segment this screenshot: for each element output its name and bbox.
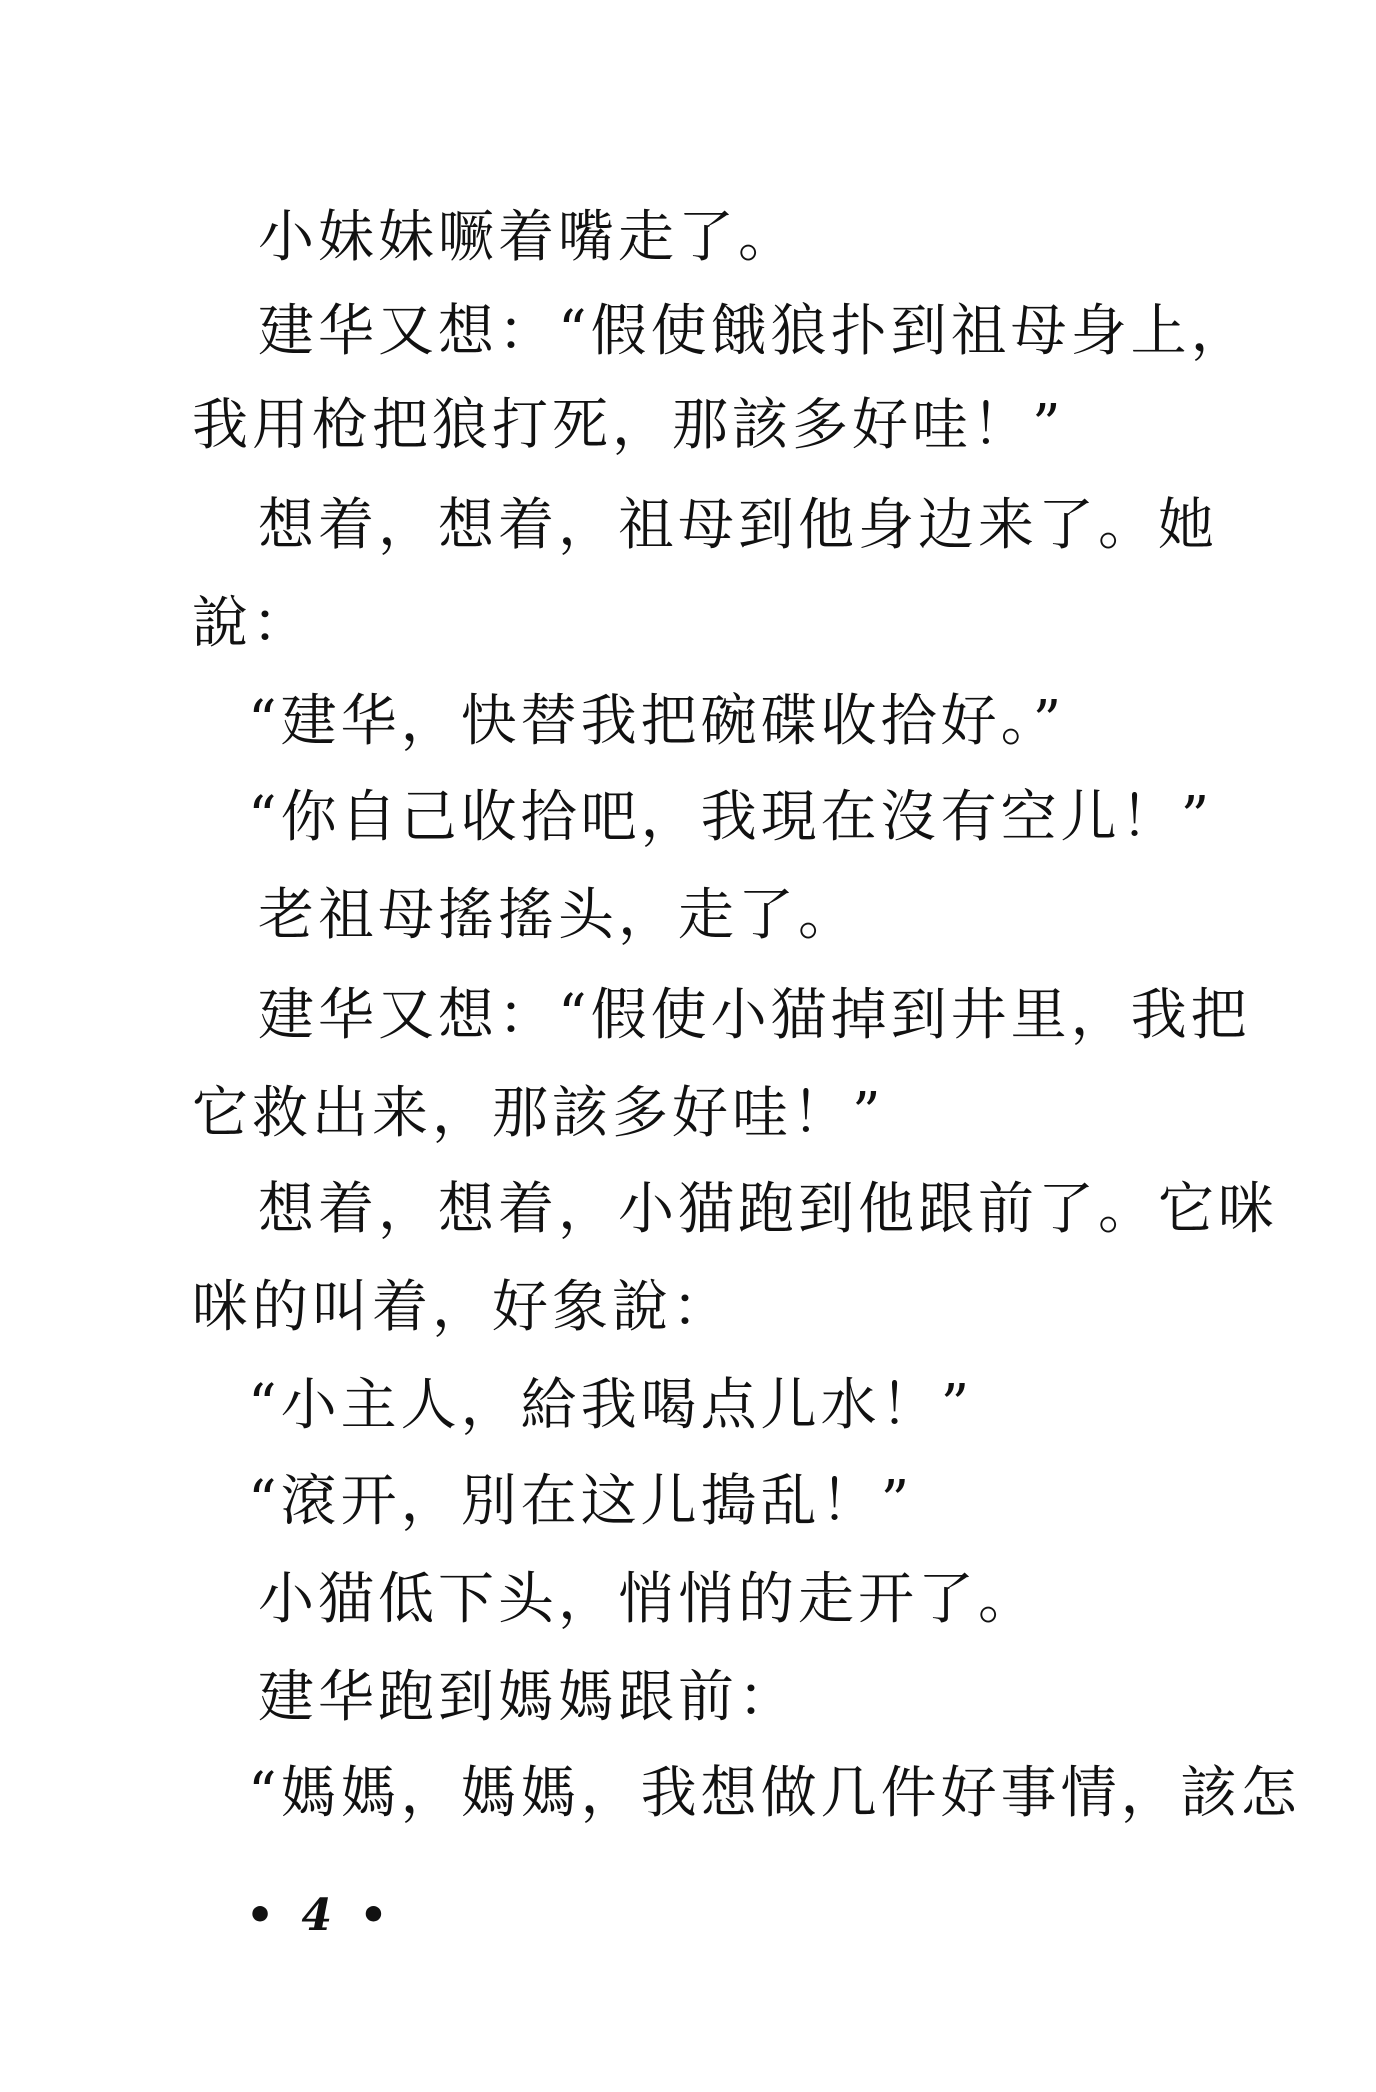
text-line: 想着，想着，祖母到他身边来了。她 [258,493,1218,558]
page-number: • 4 • [246,1890,394,1941]
text-line: 想着，想着，小猫跑到他跟前了。它咪 [258,1177,1278,1242]
text-line: 老祖母搖搖头，走了。 [258,883,858,948]
text-line: “你自己收拾吧，我現在沒有空儿！” [248,785,1214,850]
text-line: 它救出来，那該多好哇！” [192,1081,885,1146]
text-line: 小猫低下头，悄悄的走开了。 [258,1567,1038,1632]
text-line: 建华跑到媽媽跟前： [258,1665,798,1730]
text-line: “媽媽，媽媽，我想做几件好事情，該怎 [248,1761,1301,1826]
text-line: 建华又想：“假使餓狼扑到祖母身上， [258,299,1251,364]
text-line: 建华又想：“假使小猫掉到井里，我把 [258,983,1251,1048]
text-line: “建华，快替我把碗碟收拾好。” [248,689,1066,754]
text-line: 咪的叫着，好象說： [192,1275,732,1340]
text-line: 我用枪把狼打死，那該多好哇！” [192,393,1065,458]
text-line: “滾开，別在这儿搗乱！” [248,1469,914,1534]
text-line: 小妹妹噘着嘴走了。 [258,205,798,270]
text-line: 說： [192,591,312,656]
text-line: “小主人，給我喝点儿水！” [248,1373,974,1438]
